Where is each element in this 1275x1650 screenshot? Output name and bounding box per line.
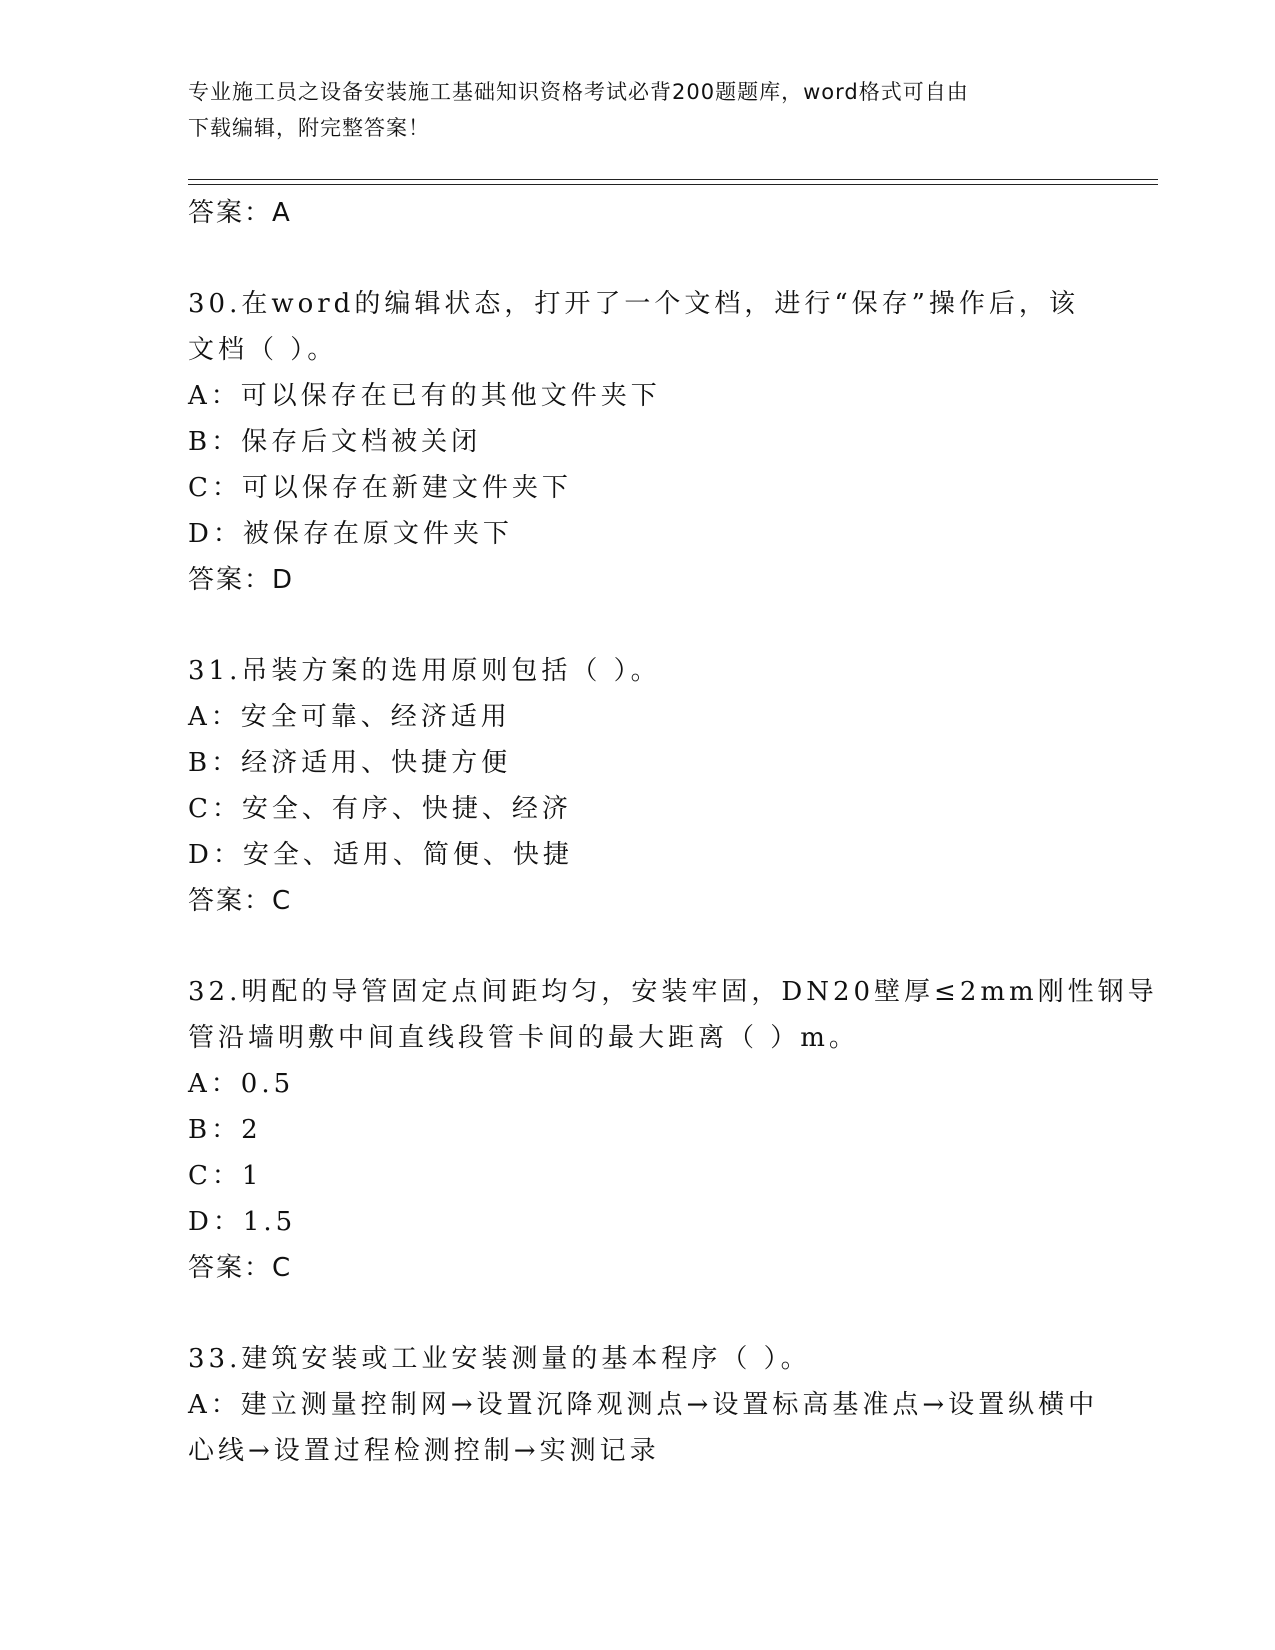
option-c: C：安全、有序、快捷、经济 <box>188 794 572 824</box>
option-d: D：被保存在原文件夹下 <box>188 519 513 549</box>
option-d: D：1.5 <box>188 1207 297 1237</box>
question-stem-cont: 管沿墙明敷中间直线段管卡间的最大距离（ ）m。 <box>188 1023 859 1053</box>
option-c: C：可以保存在新建文件夹下 <box>188 473 572 503</box>
question-30 <box>188 281 1088 603</box>
question-stem: 30.在word的编辑状态，打开了一个文档，进行“保存”操作后，该 <box>188 289 1079 319</box>
question-stem-cont: 文档（ ）。 <box>188 335 338 365</box>
header-line-1: 专业施工员之设备安装施工基础知识资格考试必背200题题库，word格式可自由 <box>188 80 969 104</box>
previous-answer: 答案：A <box>188 198 292 228</box>
header-divider-bottom <box>188 184 1158 185</box>
header-line-2: 下载编辑，附完整答案！ <box>188 116 430 140</box>
question-33 <box>188 1336 1099 1474</box>
answer: 答案：C <box>188 1253 293 1283</box>
question-stem: 31.吊装方案的选用原则包括（ ）。 <box>188 656 661 686</box>
option-b: B：2 <box>188 1115 262 1145</box>
answer: 答案：D <box>188 565 295 595</box>
option-a-cont: 心线→设置过程检测控制→实测记录 <box>188 1436 660 1466</box>
document-body <box>188 190 1158 1474</box>
option-d: D：安全、适用、简便、快捷 <box>188 840 573 870</box>
option-b: B：经济适用、快捷方便 <box>188 748 512 778</box>
option-a: A：0.5 <box>188 1069 295 1099</box>
question-32 <box>188 969 1158 1291</box>
option-a: A：可以保存在已有的其他文件夹下 <box>188 381 661 411</box>
option-a: A：建立测量控制网→设置沉降观测点→设置标高基准点→设置纵横中 <box>188 1390 1099 1420</box>
option-c: C：1 <box>188 1161 263 1191</box>
option-b: B：保存后文档被关闭 <box>188 427 482 457</box>
question-stem: 33.建筑安装或工业安装测量的基本程序（ ）。 <box>188 1344 811 1374</box>
answer: 答案：C <box>188 886 293 916</box>
question-31 <box>188 648 1088 924</box>
option-a: A：安全可靠、经济适用 <box>188 702 511 732</box>
header-divider-top <box>188 179 1158 180</box>
document-header <box>188 74 1068 146</box>
question-stem: 32.明配的导管固定点间距均匀，安装牢固，DN20壁厚≤2mm刚性钢导 <box>188 977 1158 1007</box>
